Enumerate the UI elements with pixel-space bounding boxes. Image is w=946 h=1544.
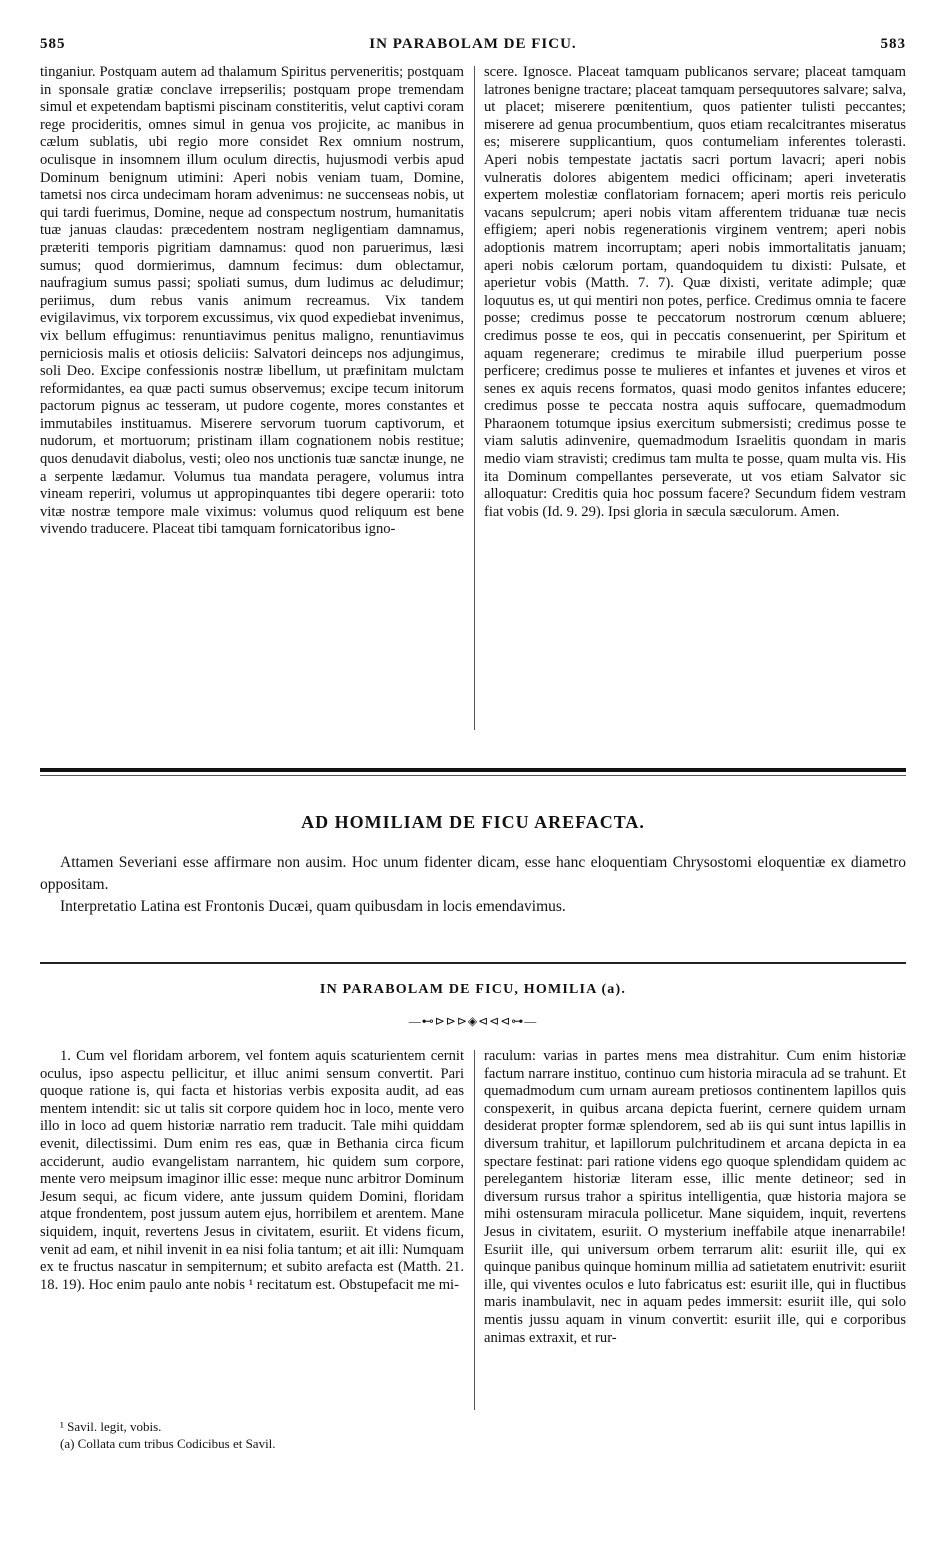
running-head bbox=[40, 36, 906, 60]
top-right-column bbox=[484, 64, 906, 521]
section-rule bbox=[40, 768, 906, 772]
footnote: ¹ Savil. legit, vobis. bbox=[60, 1419, 162, 1434]
homily-right-column-text: raculum: varias in partes mens mea distrahitur. Cum enim historiæ factum narrare instituo, continuo cum historia miracula ad se trahunt. Et quemadmodum cum urnam auream pretiosos continentem lapillos quis conspexerit, in quibus arcana depicta fuerint, cernere quidem urnam desiderat propter formæ splendorem, sed ab iis qui sunt intus lapillis in diversum trahitur, et lapillorum pulchritudinem et arcana depicta in ea spectare festinat: pari ratione videns ego quoque splendidam quidem ac perelegantem historiæ literam esse, illic mente detineor; sed in diversum rursus trahor a spiritus intelligentia, quæ historia majora se mihi ostensuram miracula pollicetur. Mane siquidem, inquit, revertens Jesus in civitatem, esuriit. O mysterium ineffabile atque inenarrabile! Esuriit ille, qui universum orbem terrarum alit: esuriit ille, qui ex quinque panibus quinque hominum millia ad satietatem enutrivit: esuriit ille, qui viventes oculos e luto fabricatus est: esuriit ille, qui in fluctibus maris inambulavit, nec in aquam pedes immersit: esuriit ille, qui solo mentis jussu aquam in vinum convertit: esuriit ille, qui e corporibus animas extraxit, et rur- bbox=[484, 1048, 906, 1346]
homily-left-column bbox=[40, 1048, 464, 1294]
section-rule-thin bbox=[40, 775, 906, 776]
footnote: (a) Collata cum tribus Codicibus et Savil. bbox=[60, 1436, 276, 1451]
divider-rule bbox=[40, 962, 906, 964]
top-right-column-text: scere. Ignosce. Placeat tamquam publicanos servare; placeat tamquam latrones benigne tractare; placeat tamquam persequutores salvare; salva, ut placet; miserere pœnitentium, quos patienter tulisti peccantes; miserere ad genua procumbentium, quos etiam recalcitrantes miseratus es; miserere supplicantium, quos contumeliam inferentes tolerasti. Aperi nobis tempestate jactatis sacri portum lavacri; aperi nobis vulneratis dolores abigentem medici officinam; aperi inveteratis expertem molestiæ conflatoriam fornacem; aperi mortis reis periculo vacans sepulcrum; aperi nobis vitam afferentem triduanæ tuæ necis effigiem; aperi nobis regenerationis virginem ventrem; aperi nobis adoptionis matrem incorruptam; aperi nobis immortalitatis januam; aperi nobis cælorum portam, quandoquidem tu dixisti: Pulsate, et aperietur vobis (Matth. 7. 7). Quæ dixisti, veritate adimple; quæ loquutus es, ut qui mentiri non potes, perfice. Credimus omnia te facere posse; credimus posse te peccatorum nostrorum cœnum abluere; credimus posse te eos, qui in peccatis consenuerint, per Spiritum et aquam regenerare; credimus te mirabile illud puerperium posse perficere; credimus posse te mulieres et infantes et juvenes et viros et senes ex aquis recens formatos, quasi modo genitos infantes educere; credimus posse te peccata nostra aquis suffocare, quemadmodum Pharaonem totumque ipsius exercitum submersisti; credimus posse te viam salutis adinvenire, quemadmodum Israelitis quondam in maris medio viam stravisti; credimus tam multa te posse, quam multa vis. His ita Dominum compellantes perseverate, ut vos etiam Salvator sic alloquatur: Creditis quia hoc possum facere? Secundum fidem vestram fiat vobis (Id. 9. 29). Ipsi gloria in sæcula sæculorum. Amen. bbox=[484, 64, 906, 520]
homily-title: IN PARABOLAM DE FICU, HOMILIA (a). bbox=[319, 982, 627, 997]
section-heading: AD HOMILIAM DE FICU AREFACTA. bbox=[301, 812, 645, 832]
top-left-column-text: tinganiur. Postquam autem ad thalamum Spiritus perveneritis; postquam in sponsale gratiæ conclave irrepserilis; postquam prope tremendam simul et expetendam baptismi piscinam constiteritis, velut captivi coram rege procideritis, omnes simul in genua vos projicite, ac manibus in cælum sublatis, ubi regio more considet Rex omnium nostrum, oculisque in insomnem illum oculum directis, hujusmodi verbis apud Dominum benignum utimini: Aperi nobis veniam tuam, Domine, tametsi nos circa undecimam horam advenimus: ne succenseas nobis, ut qui tardi fuerimus, Domine, neque ad conspectum nostrum, humanitatis tuæ januas claudas: præcedentem nostram negligentiam damnamus, præteriti temporis pigritiam damnamus: quod non paruerimus, læsi sumus; quod dormierimus, damnum fecimus: dum oblectamur, naufragium sumus passi; spoliati sumus, dum ludimus ac deludimur; periimus, dum rebus vanis animum recreamus. Vix tandem evigilavimus, vix torporem excussimus, vix quod expediebat invenimus, vix bellum effugimus: renuntiavimus penitus maligno, renuntiavimus perniciosis malis et otiosis deliciis: Salvatori deinceps nos adjungimus, soli Deo. Excipe confessionis nostræ libellum, ut præfinitam mulctam reformidantes, ea quæ pacti sumus observemus; excipe tecum initorum pactorum pignus ac tesseram, ut pudore cogente, mores constantes et immutabiles instituamus. Miserere servorum tuorum captivorum, et nudorum, et mortuorum; pristinam illam cognationem nobis restitue; quos denudavit diabolus, vesti; oleo nos unctionis tuæ sanctæ inunge, ne a serpente lædamur. Volumus tua mandata peragere, volumus intra vineam reperiri, volumus ut appropinquantes tibi degere operarii: toto vitæ nostræ tempore male viximus: volumus quod reliquum est bene vivendo traducere. Placeat tibi tamquam fornicatoribus igno- bbox=[40, 64, 464, 538]
column-divider bbox=[474, 66, 475, 730]
left-page-number: 585 bbox=[40, 36, 66, 52]
footnotes bbox=[60, 1418, 460, 1452]
right-page-number: 583 bbox=[880, 36, 906, 52]
intro-paragraph: Interpretatio Latina est Frontonis Ducæi, quam quibusdam in locis emendavimus. bbox=[60, 898, 566, 915]
intro-paragraph: Attamen Severiani esse affirmare non ausim. Hoc unum fidenter dicam, esse hanc eloquentiam Chrysostomi eloquentiæ ex diametro oppositam. bbox=[40, 854, 906, 893]
top-left-column bbox=[40, 64, 464, 539]
homily-left-column-text: 1. Cum vel floridam arborem, vel fontem aquis scaturientem cernit oculus, ipso aspectu pellicitur, et illuc animi sensum convertit. Pari quoque ratione is, qui facta et historias verbis exposita audit, ad eas mentem intendit: sic ut talis sit corpore quidem hoc in loco, mente vero illo in loco ad quem historiæ narratio rem traducit. Tale mihi quiddam evenit, dilectissimi. Dum enim res eas, quæ in Bethania circa ficum acciderunt, audio evangelistam narrantem, hic quidem sum corpore, mente vero meipsum imaginor illic esse: meque nunc arbitror Dominum Jesum sequi, ac ficum videre, ante jussum quidem Domini, floridam atque frondentem, post jussum autem ejus, horribilem et arentem. Mane siquidem, inquit, revertens Jesus in civitatem, esuriit. Et videns ficum, venit ad eam, et nihil invenit in ea nisi folia tantum; et ait illi: Numquam ex te fructus nascatur in sempiternum; et subito arefacta est (Matth. 21. 18. 19). Hoc enim paulo ante nobis ¹ recitatum est. Obstupefacit me mi- bbox=[40, 1048, 464, 1293]
running-title: IN PARABOLAM DE FICU. bbox=[369, 36, 577, 52]
ornament-divider: —⊷⊳⊳⊳◈⊲⊲⊲⊶— bbox=[408, 1014, 538, 1028]
homily-right-column bbox=[484, 1048, 906, 1347]
column-divider bbox=[474, 1050, 475, 1410]
introduction bbox=[40, 852, 906, 918]
